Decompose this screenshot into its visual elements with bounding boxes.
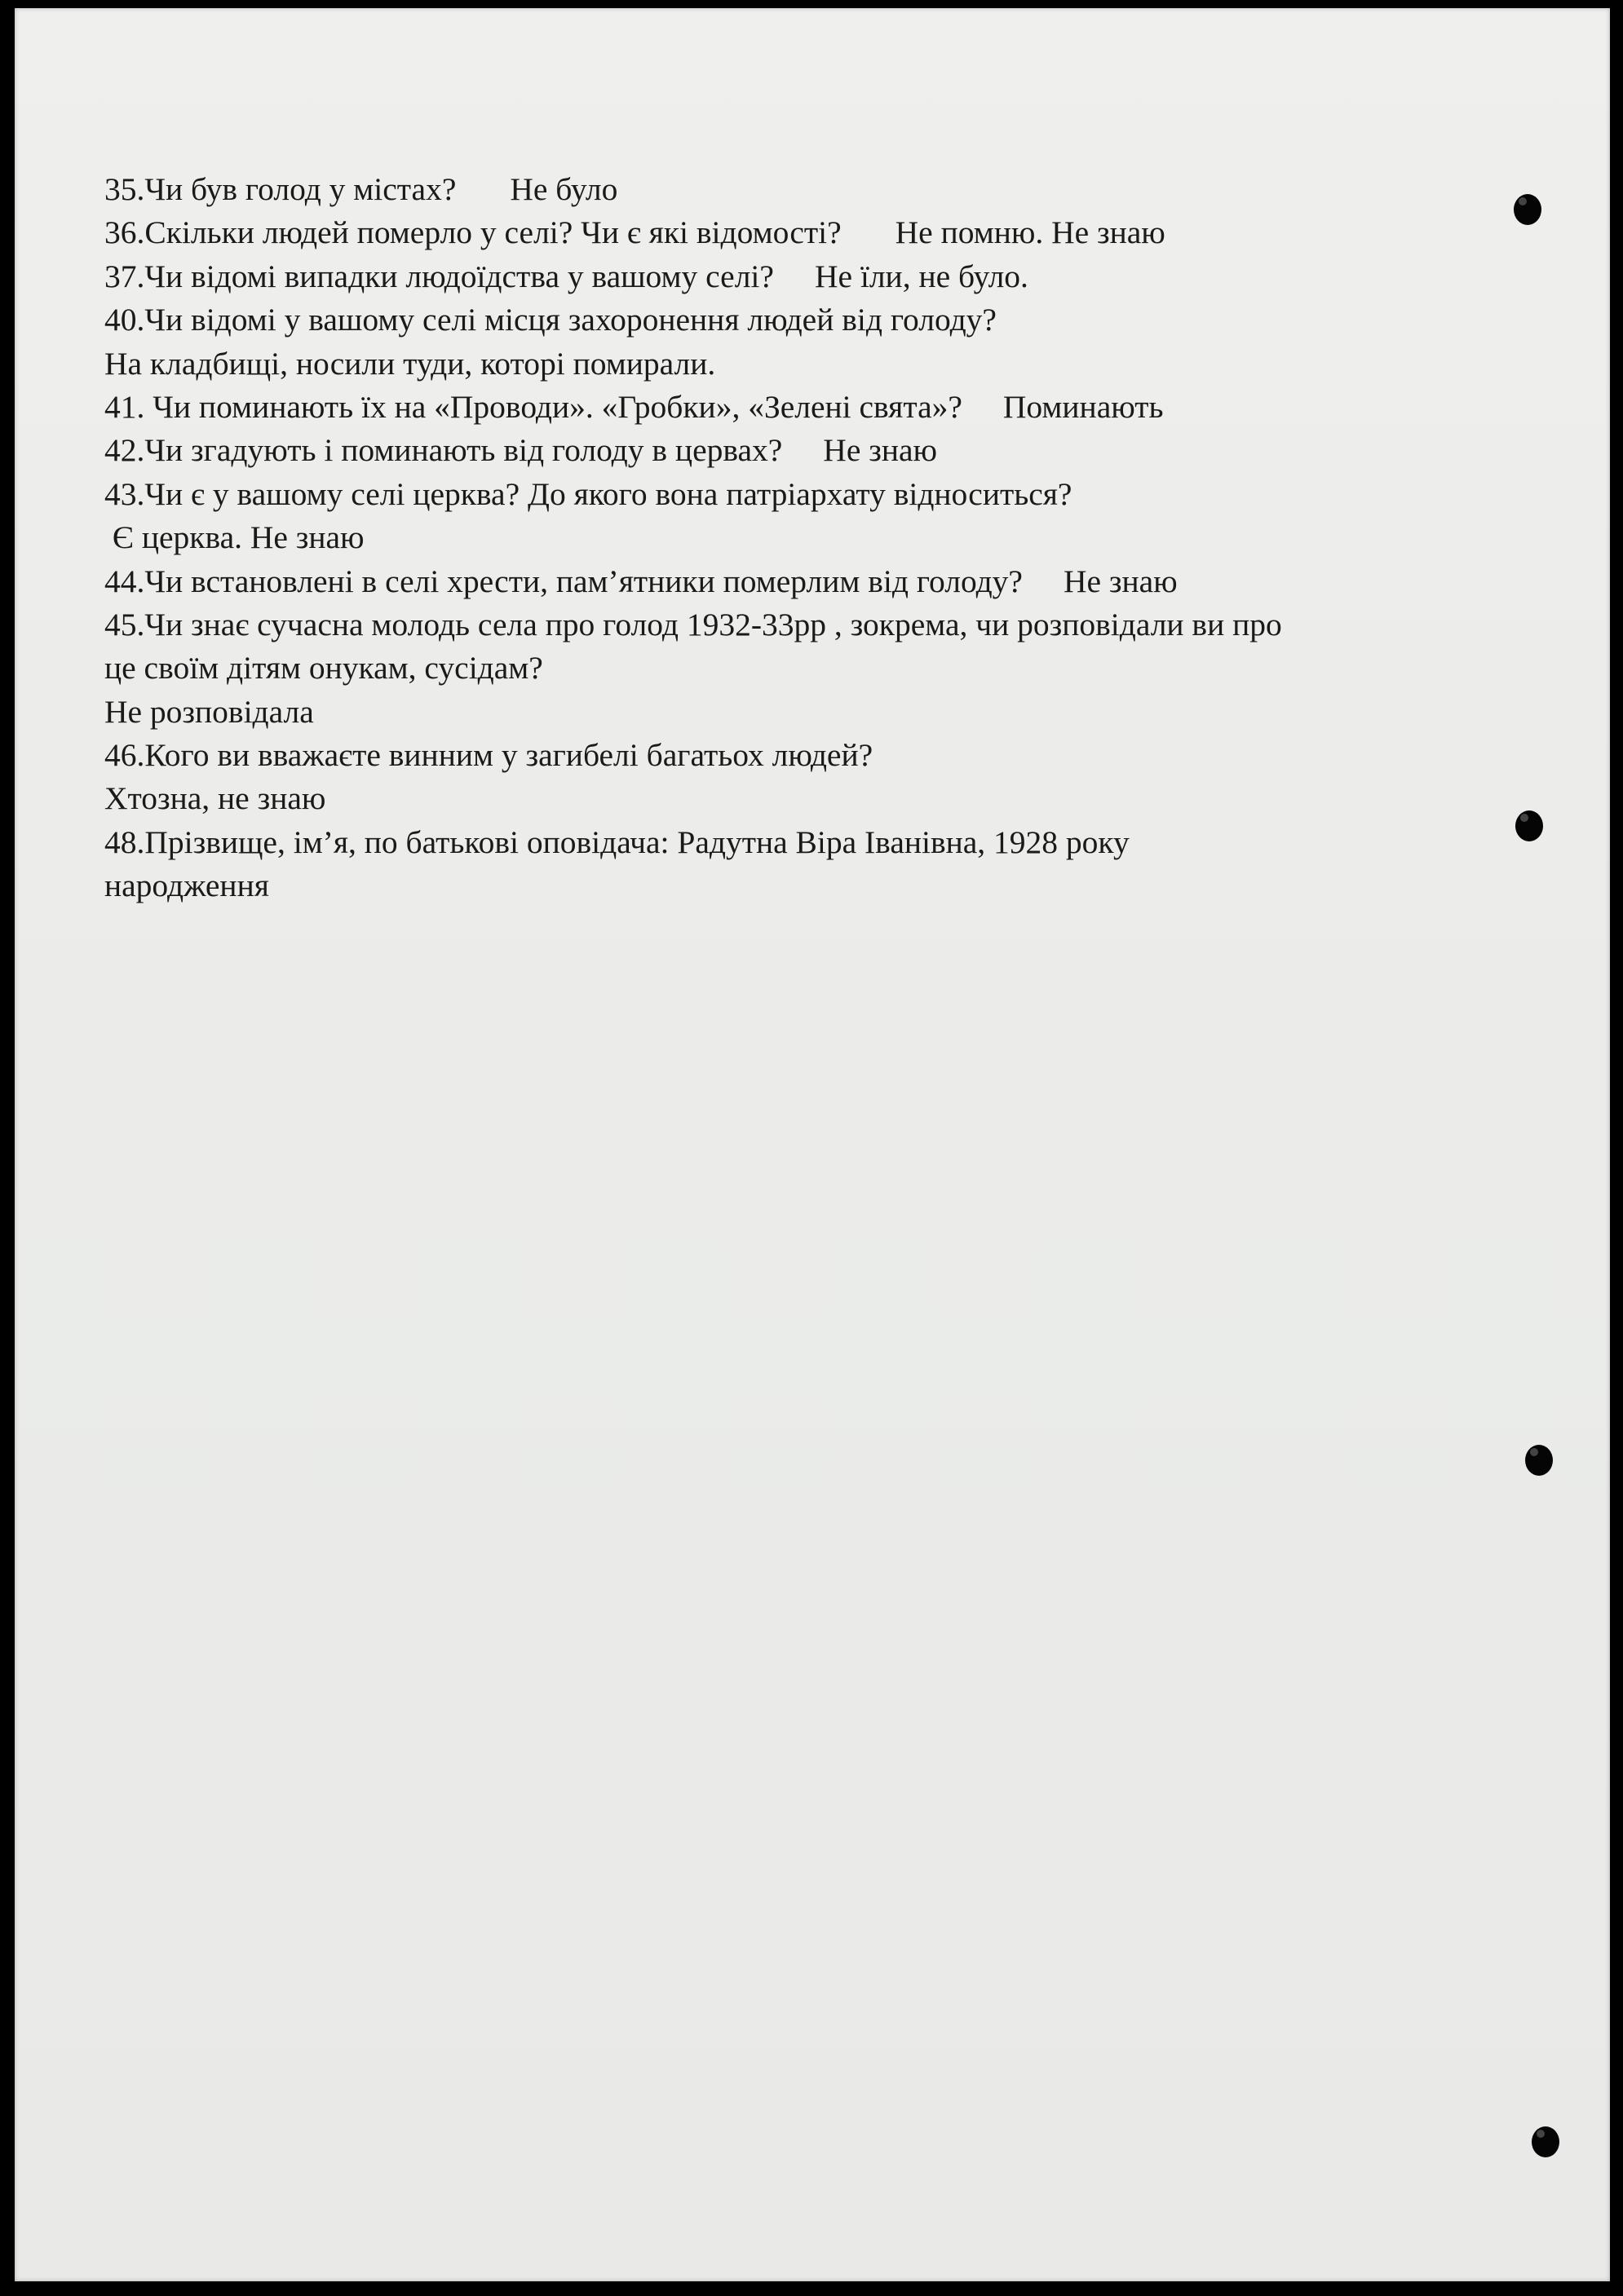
answer-46: Хтозна, не знаю (104, 780, 326, 817)
line-37 (104, 255, 1523, 298)
answer-35: Не було (510, 171, 618, 207)
question-40: 40.Чи відомі у вашому селі місця захоронення людей від голоду? (104, 302, 997, 338)
answer-36: Не помню. Не знаю (895, 214, 1165, 251)
answer-44: Не знаю (1063, 563, 1178, 599)
punch-hole-4 (1532, 2126, 1559, 2157)
question-46: 46.Кого ви вважаєте винним у загибелі багатьох людей? (104, 737, 873, 774)
line-40 (104, 298, 1523, 342)
line-45 (104, 603, 1523, 647)
questionnaire-text (104, 168, 1523, 908)
answer-40: На кладбищі, носили туди, которі помирали. (104, 345, 716, 382)
line-48-cont (104, 864, 1523, 907)
line-45-cont (104, 647, 1523, 690)
question-36: 36.Скільки людей померло у селі? Чи є які відомості? (104, 214, 842, 251)
answer-45: Не розповідала (104, 693, 314, 730)
question-43: 43.Чи є у вашому селі церква? До якого вона патріархату відноситься? (104, 475, 1072, 512)
question-45-continued: це своїм дітям онукам, сусідам? (104, 650, 543, 687)
answer-41: Поминають (1002, 388, 1164, 425)
answer-43: Є церква. Не знаю (104, 519, 365, 556)
line-41 (104, 386, 1523, 429)
question-37: 37.Чи відомі випадки людоїдства у вашому селі? (104, 258, 774, 294)
question-48-continued: народження (104, 868, 269, 904)
line-48 (104, 821, 1523, 864)
question-45: 45.Чи знає сучасна молодь села про голод 1932-33рр , зокрема, чи розповідали ви про (104, 606, 1282, 642)
line-44 (104, 560, 1523, 603)
question-44: 44.Чи встановлені в селі хрести, пам’ятники померлим від голоду? (104, 563, 1023, 599)
line-36 (104, 211, 1523, 254)
line-42 (104, 429, 1523, 472)
punch-hole-1 (1514, 194, 1541, 225)
answer-42: Не знаю (823, 432, 938, 469)
question-42: 42.Чи згадують і поминають від голоду в цервах? (104, 432, 783, 469)
line-45-answer (104, 691, 1523, 734)
line-35 (104, 168, 1523, 211)
punch-hole-2 (1515, 810, 1543, 841)
document-page (15, 8, 1610, 2281)
line-43-answer (104, 516, 1523, 559)
line-40-answer (104, 342, 1523, 386)
question-48: 48.Прізвище, ім’я, по батькові оповідача: Радутна Віра Іванівна, 1928 року (104, 823, 1130, 860)
line-46 (104, 734, 1523, 777)
punch-hole-3 (1525, 1445, 1553, 1476)
question-41: 41. Чи поминають їх на «Проводи». «Гробки», «Зелені свята»? (104, 388, 962, 425)
line-46-answer (104, 777, 1523, 820)
question-35: 35.Чи був голод у містах? (104, 171, 457, 207)
line-43 (104, 473, 1523, 516)
answer-37: Не їли, не було. (814, 258, 1028, 294)
